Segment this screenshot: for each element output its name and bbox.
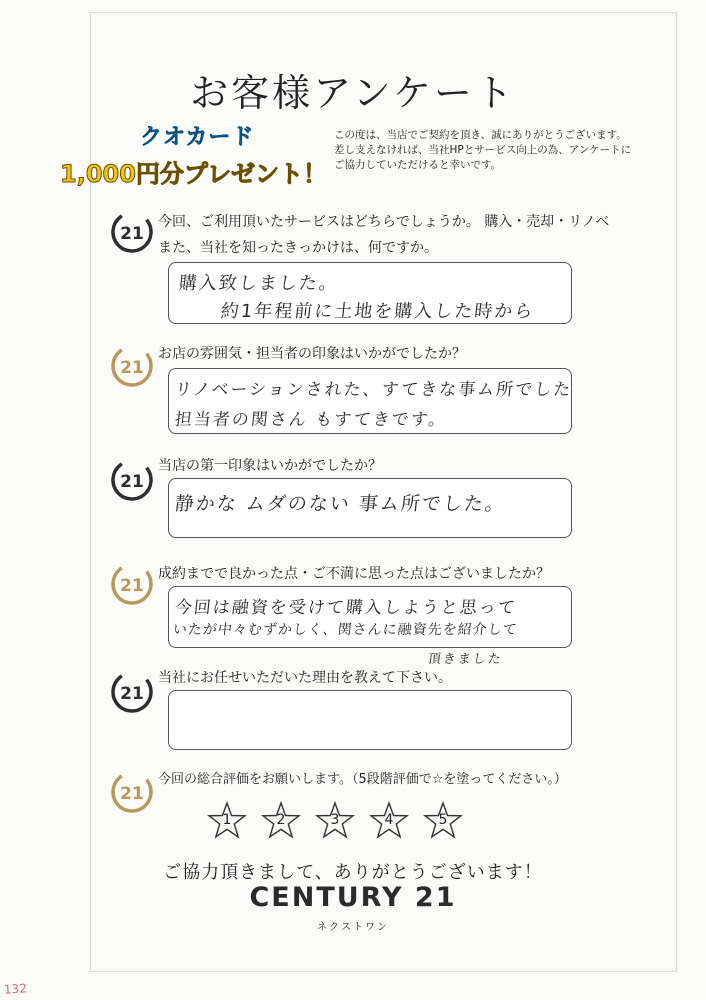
intro-line: ご協力していただけると幸いです。 [334, 159, 502, 171]
answer-2-line-1: リノベーションされた、すてきな事ム所でした [173, 380, 574, 400]
century21-badge-icon [110, 458, 154, 502]
question-1 [158, 212, 609, 258]
answer-2-line-2: 担当者の関さん もすてきです。 [173, 410, 449, 430]
promo-line2: 1,000円分プレゼント！ [60, 160, 327, 188]
rating-star-2[interactable] [260, 800, 302, 842]
page-number: 132 [3, 981, 28, 997]
intro-line: 差し支えなければ、当社HPとサービス向上の為、アンケートに [334, 144, 632, 156]
rating-stars [206, 800, 466, 850]
star-number: 1 [222, 812, 232, 828]
century21-badge-icon [110, 670, 154, 714]
page-title: お客様アンケート [190, 71, 516, 115]
question-6: 今回の総合評価をお願いします。（5段階評価で☆を塗ってください。） [158, 772, 567, 787]
badge-label: 21 [120, 358, 144, 378]
answer-box-2[interactable] [168, 368, 572, 434]
question-2: お店の雰囲気・担当者の印象はいかがでしたか？ [158, 346, 466, 362]
rating-star-4[interactable] [368, 800, 410, 842]
question-3: 当店の第一印象はいかがでしたか？ [158, 458, 382, 474]
badge-label: 21 [120, 784, 144, 804]
answer-1-line-2: 約1年程前に土地を購入した時から [219, 301, 536, 322]
century21-badge-icon [110, 770, 154, 814]
rating-star-5[interactable] [422, 800, 464, 842]
answer-4-line-3: 頂きました [427, 652, 504, 667]
badge-label: 21 [120, 684, 144, 704]
question-5: 当社にお任せいただいた理由を教えて下さい。 [158, 670, 452, 686]
company-name: ネクストワン [317, 922, 389, 933]
century21-badge-icon [110, 344, 154, 388]
question-4: 成約までで良かった点・ご不満に思った点はございましたか？ [158, 566, 550, 582]
intro-line: この度は、当店でご契約を頂き、誠にありがとうございます。 [334, 129, 627, 141]
badge-label: 21 [120, 224, 144, 244]
badge-label: 21 [120, 576, 144, 596]
question-1-line-1: 今回、ご利用頂いたサービスはどちらでしょうか。 購入・売却・リノベ [158, 214, 610, 230]
answer-box-3[interactable] [168, 478, 572, 538]
promo-line1: クオカード [140, 125, 255, 150]
intro-text [334, 128, 674, 173]
answer-1-line-1: 購入致しました。 [177, 273, 340, 294]
question-1-line-2: また、当社を知ったきっかけは、何ですか。 [158, 240, 438, 256]
century21-logo: CENTURY 21 [249, 882, 457, 913]
answer-3-line-1: 静かな ムダのない 事ム所でした。 [173, 493, 508, 515]
star-number: 2 [276, 812, 286, 828]
century21-badge-icon [110, 562, 154, 606]
answer-4-line-1: 今回は融資を受けて購入しようと思って [173, 598, 518, 618]
answer-4-line-2: いたが中々むずかしく、関さんに融資先を紹介して [172, 622, 519, 638]
star-number: 4 [384, 812, 394, 828]
rating-star-3[interactable] [314, 800, 356, 842]
badge-label: 21 [120, 472, 144, 492]
answer-box-4[interactable] [168, 586, 572, 648]
century21-badge-icon [110, 210, 154, 254]
answer-box-1[interactable] [168, 262, 572, 324]
star-number: 3 [330, 812, 340, 828]
thanks-message: ご協力頂きまして、ありがとうございます！ [163, 862, 543, 883]
star-number: 5 [438, 812, 448, 828]
rating-star-1[interactable] [206, 800, 248, 842]
answer-box-5[interactable] [168, 690, 572, 750]
